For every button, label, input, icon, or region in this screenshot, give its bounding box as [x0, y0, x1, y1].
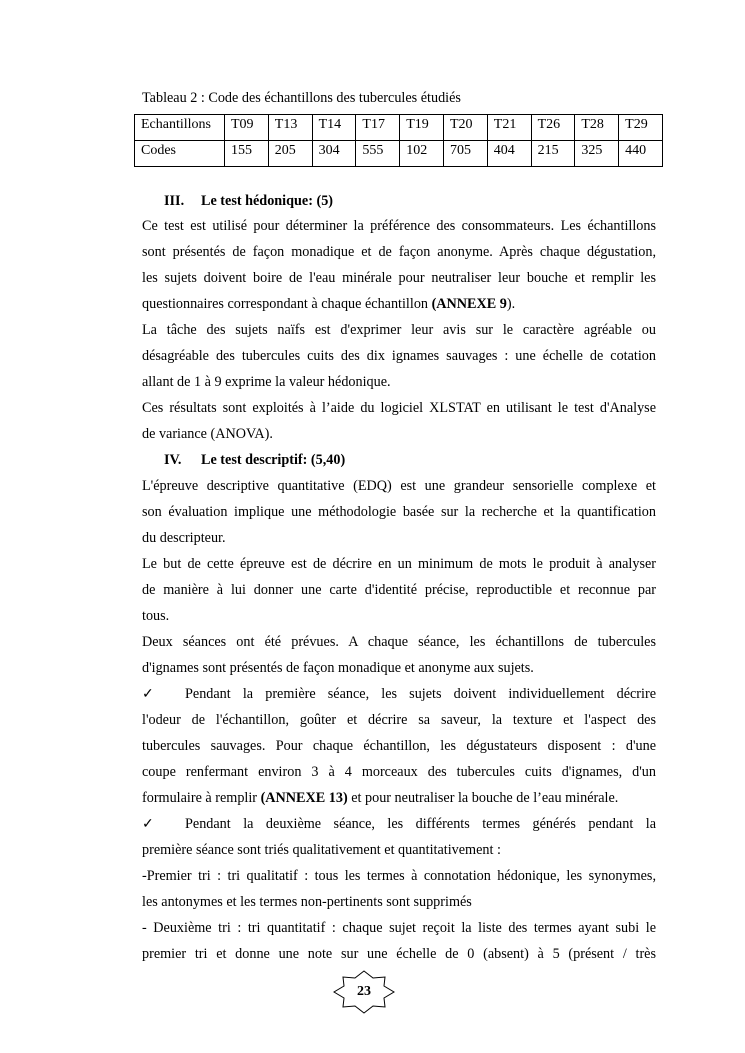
table-cell: T09 — [225, 115, 269, 141]
table-cell: 102 — [400, 141, 444, 167]
paragraph-line: l'odeur de l'échantillon, goûter et décrire sa saveur, la texture et l'aspect des — [142, 712, 656, 728]
paragraph-line: tubercules sauvages. Pour chaque échantillon, les dégustateurs disposent : d'une — [142, 738, 656, 754]
page-number-badge — [332, 970, 396, 1014]
paragraph-line: Ces résultats sont exploités à l’aide du logiciel XLSTAT en utilisant le test d'Analyse — [142, 400, 656, 416]
paragraph-line: -Premier tri : tri qualitatif : tous les termes à connotation hédonique, les synonymes, — [142, 868, 656, 884]
annex-reference: (ANNEXE 13) — [260, 790, 348, 806]
table-cell: 705 — [443, 141, 487, 167]
paragraph-line: les sujets doivent boire de l'eau minérale pour neutraliser leur bouche et remplir les — [142, 270, 656, 286]
table-cell: 440 — [619, 141, 663, 167]
paragraph-line: Le but de cette épreuve est de décrire en un minimum de mots le produit à analyser — [142, 556, 656, 572]
paragraph-line: tous. — [142, 608, 170, 624]
paragraph-line: Ce test est utilisé pour déterminer la préférence des consommateurs. Les échantillons — [142, 218, 656, 234]
table-cell: 555 — [356, 141, 400, 167]
section-number: IV. — [164, 452, 182, 468]
table-row-label: Echantillons — [135, 115, 225, 141]
table-cell: 404 — [487, 141, 531, 167]
text-run: Pendant la première séance, les sujets doivent individuellement décrire — [185, 686, 656, 702]
paragraph-line: premier tri et donne une note sur une échelle de 0 (absent) à 5 (présent / très — [142, 946, 656, 962]
paragraph-line: allant de 1 à 9 exprime la valeur hédonique. — [142, 374, 391, 390]
section-heading-3 — [142, 191, 678, 211]
table-cell: T20 — [443, 115, 487, 141]
table-cell: 325 — [575, 141, 619, 167]
table-row-label: Codes — [135, 141, 225, 167]
table-caption: Tableau 2 : Code des échantillons des tubercules étudiés — [142, 90, 461, 106]
table-row-codes — [135, 141, 663, 167]
table-cell: T26 — [531, 115, 575, 141]
paragraph-line: sont présentés de façon monadique et de façon anonyme. Après chaque dégustation, — [142, 244, 656, 260]
paragraph-line: La tâche des sujets naïfs est d'exprimer leur avis sur le caractère agréable ou — [142, 322, 656, 338]
paragraph-line: L'épreuve descriptive quantitative (EDQ) est une grandeur sensorielle complexe et — [142, 478, 656, 494]
section-heading-4 — [142, 450, 678, 470]
text-run: questionnaires correspondant à chaque échantillon — [142, 296, 432, 312]
table-cell: T29 — [619, 115, 663, 141]
paragraph-line: de variance (ANOVA). — [142, 426, 273, 442]
bullet-line — [142, 814, 656, 834]
page-number: 23 — [357, 984, 371, 999]
paragraph-line: première séance sont triés qualitativement et quantitativement : — [142, 842, 501, 858]
text-run: formulaire à remplir — [142, 790, 261, 806]
paragraph-line: de manière à lui donner une carte d'identité précise, reproductible et reconnue par — [142, 582, 656, 598]
paragraph-line: son évaluation implique une méthodologie basée sur la recherche et la quantification — [142, 504, 656, 520]
bullet-line — [142, 684, 656, 704]
table-cell: 155 — [225, 141, 269, 167]
text-run: Pendant la deuxième séance, les différents termes générés pendant la — [185, 816, 656, 832]
paragraph-line: désagréable des tubercules cuits des dix ignames sauvages : une échelle de cotation — [142, 348, 656, 364]
paragraph-line — [142, 294, 656, 314]
table-cell: T28 — [575, 115, 619, 141]
paragraph-line: d'ignames sont présentés de façon monadique et anonyme aux sujets. — [142, 660, 534, 676]
text-run: et pour neutraliser la bouche de l’eau minérale. — [347, 790, 619, 806]
paragraph-line — [142, 788, 656, 808]
table-cell: T14 — [312, 115, 356, 141]
sample-codes-table — [134, 114, 663, 167]
paragraph-line: coupe renfermant environ 3 à 4 morceaux des tubercules cuits d'ignames, d'un — [142, 764, 656, 780]
table-cell: 205 — [268, 141, 312, 167]
text-run: ). — [506, 296, 516, 312]
table-cell: T13 — [268, 115, 312, 141]
paragraph-line: les antonymes et les termes non-pertinents sont supprimés — [142, 894, 472, 910]
paragraph-line: Deux séances ont été prévues. A chaque séance, les échantillons de tubercules — [142, 634, 656, 650]
table-cell: T17 — [356, 115, 400, 141]
paragraph-line: - Deuxième tri : tri quantitatif : chaque sujet reçoit la liste des termes ayant subi le — [142, 920, 656, 936]
section-title: Le test descriptif: (5,40) — [201, 452, 346, 468]
check-mark-icon: ✓ — [142, 816, 154, 832]
table-cell: 304 — [312, 141, 356, 167]
table-cell: T19 — [400, 115, 444, 141]
section-title: Le test hédonique: (5) — [201, 193, 334, 209]
table-cell: T21 — [487, 115, 531, 141]
table-row-samples — [135, 115, 663, 141]
section-number: III. — [164, 193, 185, 209]
paragraph-line: du descripteur. — [142, 530, 226, 546]
annex-reference: (ANNEXE 9 — [431, 296, 507, 312]
check-mark-icon: ✓ — [142, 686, 154, 702]
table-cell: 215 — [531, 141, 575, 167]
